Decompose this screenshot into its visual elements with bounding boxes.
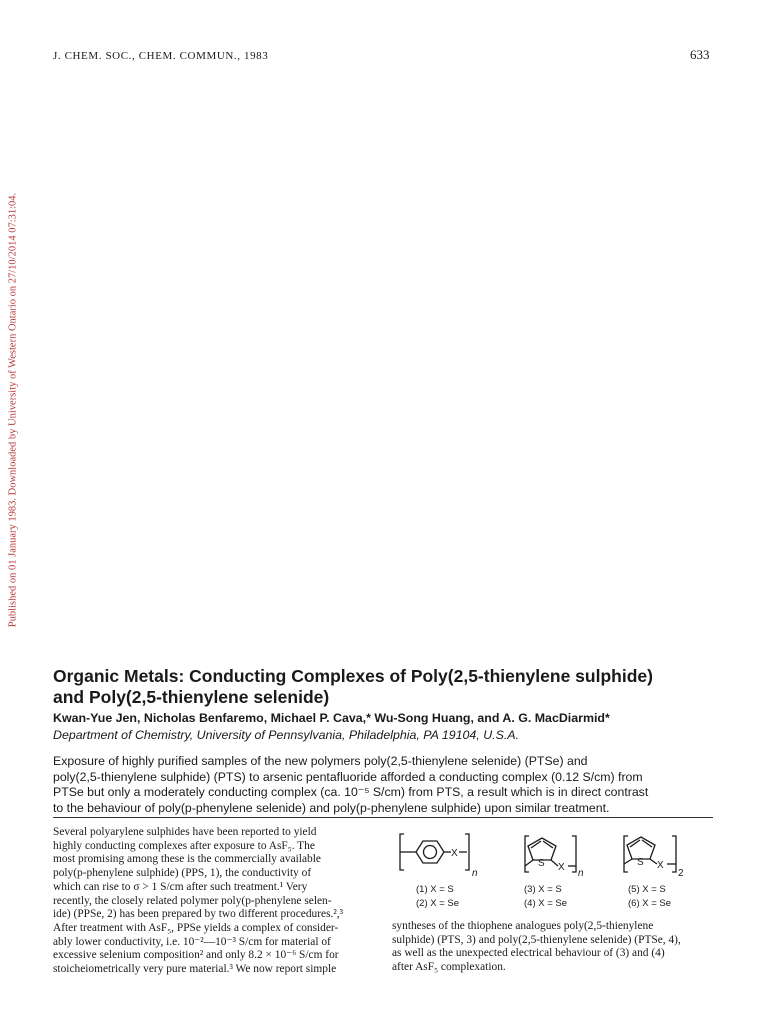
structure-label: (3) X = S (524, 884, 562, 895)
body-line: After treatment with AsF₅, PPSe yields a complex of consider- (53, 921, 339, 934)
title-line-1: Organic Metals: Conducting Complexes of Poly(2,5-thienylene sulphide) (53, 666, 653, 686)
article-title (53, 666, 733, 708)
download-notice (4, 180, 22, 640)
n-subscript: n (578, 868, 584, 879)
body-line: excessive selenium composition² and only 8.2 × 10⁻⁶ S/cm for (53, 949, 339, 962)
abstract-line: to the behaviour of poly(p-phenylene selenide) and poly(p-phenylene sulphide) upon similar treatment. (53, 800, 610, 815)
abstract (53, 754, 723, 816)
structure-label: (6) X = Se (628, 898, 672, 909)
structure-label: (2) X = Se (416, 898, 460, 909)
abstract-line: Exposure of highly purified samples of the new polymers poly(2,5-thienylene selenide) (PTSe) and (53, 754, 588, 768)
download-notice-text: Published on 01 January 1983. Downloaded by University of Western Ontario on 27/10/2014 07:31:04. (7, 192, 19, 628)
s-atom-label: S (637, 857, 644, 868)
title-line-2: and Poly(2,5-thienylene selenide) (53, 687, 330, 707)
body-line: sulphide) (PTS, 3) and poly(2,5-thienylene selenide) (PTSe, 4), (392, 933, 681, 946)
n-subscript: n (472, 868, 478, 879)
running-header: J. CHEM. SOC., CHEM. COMMUN., 1983 (53, 50, 269, 62)
structure-label: (1) X = S (416, 884, 454, 895)
body-line: Several polyarylene sulphides have been reported to yield (53, 826, 317, 838)
x-atom-label: X (451, 848, 458, 859)
body-line: poly(p-phenylene sulphide) (PPS, 1), the conductivity of (53, 867, 312, 880)
body-line: most promising among these is the commercially available (53, 853, 321, 866)
structure-label: (5) X = S (628, 884, 666, 895)
chemical-structures-figure (392, 826, 722, 916)
body-line: after AsF₅ complexation. (392, 961, 506, 974)
x-atom-label: X (558, 862, 565, 873)
structure-2-thienylene (525, 836, 576, 872)
s-atom-label: S (538, 858, 545, 869)
two-subscript: 2 (678, 868, 684, 879)
structure-label: (4) X = Se (524, 898, 568, 909)
abstract-line: poly(2,5-thienylene sulphide) (PTS) to arsenic pentafluoride afforded a conducting complex (0.12 S/cm) from (53, 769, 643, 784)
structure-1-phenylene (400, 834, 469, 870)
x-atom-label: X (657, 860, 664, 871)
page-number: 633 (690, 47, 710, 62)
structure-3-thienylene-dimer (624, 836, 676, 872)
body-column-right (392, 920, 714, 975)
author-list: Kwan-Yue Jen, Nicholas Benfaremo, Michael P. Cava,* Wu-Song Huang, and A. G. MacDiarmid* (53, 711, 610, 725)
body-line: which can rise to σ > 1 S/cm after such treatment.¹ Very (53, 880, 308, 893)
abstract-line: PTSe but only a moderately conducting complex (ca. 10⁻⁵ S/cm) from PTS, a result which is in direct contrast (53, 785, 649, 799)
body-line: recently, the closely related polymer poly(p-phenylene selen- (53, 894, 332, 907)
body-line: syntheses of the thiophene analogues poly(2,5-thienylene (392, 920, 654, 932)
body-line: ably lower conductivity, i.e. 10⁻²—10⁻³ S/cm for material of (53, 935, 331, 948)
body-line: ide) (PPSe, 2) has been prepared by two different procedures.²,³ (53, 908, 344, 921)
affiliation: Department of Chemistry, University of Pennsylvania, Philadelphia, PA 19104, U.S.A. (53, 728, 520, 742)
body-line: stoicheiometrically very pure material.³ We now report simple (53, 963, 337, 976)
body-line: as well as the unexpected electrical behaviour of (3) and (4) (392, 947, 665, 960)
section-divider (53, 817, 713, 818)
body-line: highly conducting complexes after exposure to AsF₅. The (53, 839, 315, 852)
body-column-left (53, 826, 371, 977)
